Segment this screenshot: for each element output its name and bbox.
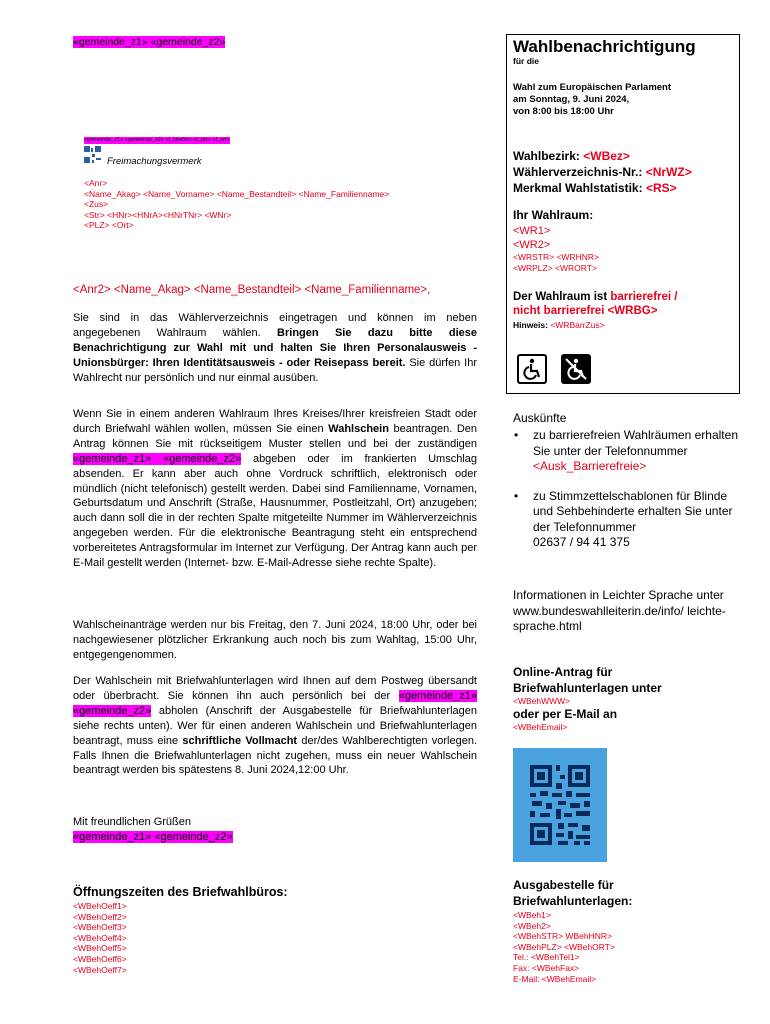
- pickup-office-line: Tel.: <WBehTel1>: [513, 952, 580, 963]
- pickup-office-line: <WBeh1>: [513, 910, 551, 920]
- election-line: Wahl zum Europäischen Parlament: [513, 82, 672, 93]
- wheelchair-accessible-icon: [517, 354, 547, 384]
- paragraph-voting-info: [73, 311, 477, 386]
- pickup-office-details: [513, 910, 615, 984]
- polling-room-line: <WRSTR> <WRHNR>: [513, 252, 599, 262]
- district-value: <NrWZ>: [645, 165, 692, 179]
- online-application-title: Online-Antrag für Briefwahlunterlagen unter: [513, 665, 662, 695]
- easy-language-info: Informationen in Leichter Sprache unter www.bundeswahlleiterin.de/info/ leichte-sprache.html: [513, 588, 726, 633]
- opening-hours-list: [73, 901, 127, 975]
- paragraph-text: beantragen. Den Antrag können Sie mit rückseitigem Muster stellen und bei der zuständigen: [73, 422, 478, 450]
- pickup-office-line: <WBehPLZ> <WBehORT>: [513, 941, 615, 952]
- address-line: <Anr>: [84, 178, 108, 188]
- municipality-placeholder: «gemeinde_z1» «gemeinde_z2»: [73, 452, 242, 465]
- accessibility-value: barrierefrei /: [610, 291, 678, 303]
- notification-subtitle: für die: [513, 56, 539, 66]
- polling-room-address: [513, 252, 599, 274]
- paragraph-bold-text: Wahlschein: [328, 422, 389, 435]
- closing-signature: «gemeinde_z1» «gemeinde_z2»: [73, 830, 233, 843]
- paragraph-text: der/des Wahlberechtigten vorlegen. Falls Ihnen die Briefwahlunterlagen nicht zugehen, muss ein neuer Wahlschein beantragt werden bis spätestens 8. Juni 2024,12:00 Uhr.: [73, 734, 477, 777]
- pickup-office-title: Ausgabestelle für Briefwahlunterlagen:: [513, 878, 633, 908]
- paragraph-text: Sie dürfen Ihr Wahlrecht nur persönlich und nur einmal ausüben.: [73, 356, 478, 384]
- district-label: Wahlbezirk:: [513, 149, 584, 163]
- address-line: <Name_Akag> <Name_Vorname> <Name_Bestandteil> <Name_Familienname>: [84, 188, 390, 199]
- recipient-address: [84, 178, 389, 231]
- polling-room-title: Ihr Wahlraum:: [513, 208, 594, 222]
- closing-text: Mit freundlichen Grüßen: [73, 816, 191, 828]
- address-line: <Zus>: [84, 199, 109, 210]
- address-line: <Str> <HNr><HNrA><HNrTNr> <WNr>: [84, 209, 232, 220]
- paragraph-text: Sie sind in das Wählerverzeichnis eingetragen und können im neben angegebenen Wahlraum wählen.: [73, 312, 477, 339]
- district-line: [513, 180, 692, 196]
- accessibility-hint: [513, 320, 605, 330]
- paragraph-text: abgeben oder im frankierten Umschlag absenden. Er kann aber auch ohne Vordruck schriftlich, elektronisch oder mündlich (nicht telefonisch) gestellt werden. Dabei sind Familienname, Vornamen, Geburtsdatum und Anschrift (Straße, Hausnummer, Postleitzahl, Ort) anzugeben; auch dann soll die in der rechten Spalte mitgeteilte Nummer im Wählerverzeichnis angegeben werden. Für die elektronische Beantragung steht ein entsprechend vorbereitetes Antragsformular im Internet zur Verfügung. Der Antrag kann auch per E-Mail gestellt werden (Internet- bzw. E-Mail-Adresse siehe rechte Spalte).: [73, 452, 478, 570]
- district-value: <WBez>: [583, 149, 630, 163]
- election-details: [513, 82, 671, 118]
- polling-room-line: <WR2>: [513, 239, 551, 251]
- district-label: Merkmal Wahlstatistik:: [513, 181, 646, 195]
- not-wheelchair-accessible-icon: [561, 354, 591, 384]
- list-item: [513, 489, 743, 551]
- franking-qr-icon: [84, 146, 101, 163]
- pickup-office-line: <WBeh2>: [513, 920, 551, 931]
- opening-hours-line: <WBehOeff5>: [73, 943, 127, 954]
- email-application-label: oder per E-Mail an: [513, 707, 618, 721]
- opening-hours-line: <WBehOeff1>: [73, 901, 127, 911]
- paragraph-absentee-application: [73, 407, 477, 571]
- paragraph-delivery: [73, 674, 477, 778]
- info-list: [513, 428, 743, 555]
- election-line: am Sonntag, 9. Juni 2024,: [513, 94, 630, 105]
- paragraph-text: Wenn Sie in einem anderen Wahlraum Ihres Kreises/Ihrer kreisfreien Stadt oder durch Briefwahl wählen wollen, müssen Sie einen: [73, 408, 477, 435]
- franking-label: Freimachungsvermerk: [107, 156, 202, 167]
- closing: [73, 815, 233, 845]
- opening-hours-line: <WBehOeff3>: [73, 922, 127, 933]
- district-value: <RS>: [645, 181, 677, 195]
- paragraph-bold-text: Bringen Sie dazu bitte diese Benachrichtigung zur Wahl mit und halten Sie Ihren Personalausweis - Unionsbürger: Ihren Identitätsausweis - oder Reisepass bereit.: [73, 326, 478, 369]
- pickup-office-line: E-Mail: <WBehEmail>: [513, 973, 597, 984]
- municipality-placeholder: «gemeinde_z1» «gemeinde_z2»: [73, 689, 477, 717]
- email-application-address[interactable]: <WBehEmail>: [513, 722, 568, 732]
- opening-hours-line: <WBehOeff4>: [73, 932, 127, 943]
- paragraph-text: Der Wahlschein mit Briefwahlunterlagen wird Ihnen auf dem Postweg übersandt oder überbracht. Sie können ihn auch persönlich bei der: [73, 675, 477, 702]
- polling-room-line: <WR1>: [513, 225, 551, 237]
- info-phone: 02637 / 94 41 375: [533, 535, 630, 549]
- election-line: von 8:00 bis 18:00 Uhr: [513, 106, 614, 117]
- paragraph-bold-text: schriftliche Vollmacht: [182, 734, 298, 747]
- address-line: <PLZ> <Ort>: [84, 220, 134, 231]
- qr-code[interactable]: [513, 748, 607, 862]
- hint-value: <WRBarrZus>: [550, 320, 605, 330]
- paragraph-deadline: Wahlscheinanträge werden nur bis Freitag, den 7. Juni 2024, 18:00 Uhr, oder bei nachgewiesener plötzlicher Erkrankung auch noch bis zum Wahltag, 15:00 Uhr, entgegengenommen.: [73, 619, 477, 661]
- info-text: zu Stimmzettelschablonen für Blinde und Sehbehinderte erhalten Sie unter der Telefonnummer: [533, 488, 733, 534]
- info-phone: <Ausk_Barrierefreie>: [533, 459, 647, 473]
- polling-room-name: [513, 224, 550, 252]
- opening-hours-title: Öffnungszeiten des Briefwahlbüros:: [73, 885, 288, 899]
- polling-room-line: <WRPLZ> <WRORT>: [513, 263, 597, 273]
- district-line: [513, 148, 692, 164]
- pickup-office-line: <WBehSTR> WBehHNR>: [513, 931, 612, 942]
- pickup-office-line: Fax: <WBehFax>: [513, 962, 580, 973]
- paragraph-text: abholen (Anschrift der Ausgabestelle für Briefwahlunterlagen siehe rechts unten). Wer für einen anderen Wahlschein und Briefwahlunterlagen beantragt, muss eine: [73, 704, 477, 747]
- accessibility-value: nicht barrierefrei <WRBG>: [513, 305, 658, 317]
- district-label: Wählerverzeichnis-Nr.:: [513, 165, 646, 179]
- list-item: [513, 428, 743, 475]
- hint-label: Hinweis:: [513, 320, 551, 330]
- accessibility-label: Der Wahlraum ist: [513, 291, 611, 303]
- district-line: [513, 164, 692, 180]
- opening-hours-line: <WBehOeff7>: [73, 964, 127, 975]
- franking-mark: [84, 146, 384, 166]
- info-text: zu barrierefreien Wahlräumen erhalten Sie unter der Telefonnummer: [533, 428, 738, 458]
- return-address-line: «gemeinde_z1» «gemeinde_z2» «I_straße» «I_plz» «I_ort»: [84, 137, 230, 143]
- accessibility-status: [513, 290, 677, 318]
- notification-title: Wahlbenachrichtigung: [513, 37, 696, 56]
- salutation: <Anr2> <Name_Akag> <Name_Bestandteil> <Name_Familienname>,: [73, 284, 431, 296]
- online-application-url[interactable]: <WBehWWW>: [513, 696, 571, 706]
- opening-hours-line: <WBehOeff6>: [73, 953, 127, 964]
- sender-name-top: «gemeinde_z1» «gemeinde_z2»: [73, 36, 226, 48]
- opening-hours-line: <WBehOeff2>: [73, 911, 127, 922]
- info-title: Auskünfte: [513, 411, 567, 425]
- district-info: [513, 148, 692, 196]
